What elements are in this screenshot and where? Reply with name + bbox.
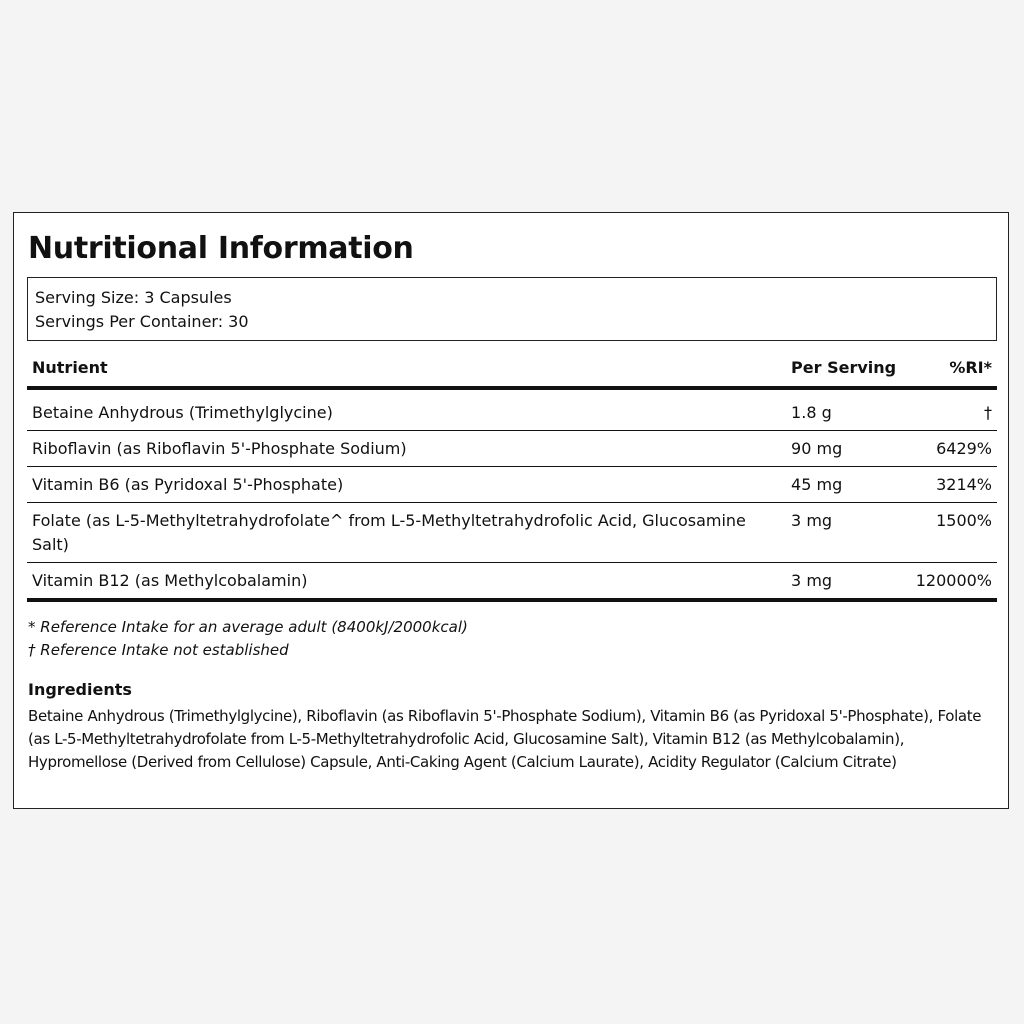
ingredients-text: Betaine Anhydrous (Trimethylglycine), Riboflavin (as Riboflavin 5'-Phosphate Sodium), Vitamin B6 (as Pyridoxal 5'-Phosphate), Folate (as L-5-Methyltetrahydrofolate from L-5-Methyltetrahydrofolic Acid, Glucosamine Salt), Vitamin B12 (as Methylcobalamin), Hypromellose (Derived from Cellulose) Capsule, Anti-Caking Agent (Calcium Laurate), Acidity Regulator (Calcium Citrate) [28,707,982,771]
table-header-row [27,354,997,388]
header-nutrient: Nutrient [27,354,786,388]
table-row [27,388,997,431]
header-per-serving: Per Serving [786,354,911,388]
nutrient-name: Folate (as L-5-Methyltetrahydrofolate^ from L-5-Methyltetrahydrofolic Acid, Glucosamine Salt) [27,503,786,563]
nutrient-name: Vitamin B12 (as Methylcobalamin) [27,563,786,601]
serving-size: Serving Size: 3 Capsules [35,288,232,307]
nutrient-name: Betaine Anhydrous (Trimethylglycine) [27,388,786,431]
nutrient-per-serving: 45 mg [786,467,911,503]
nutrient-per-serving: 1.8 g [786,388,911,431]
table-row [27,467,997,503]
nutrient-per-serving: 3 mg [786,503,911,563]
table-row [27,503,997,563]
nutrient-per-serving: 90 mg [786,431,911,467]
nutrition-panel [13,212,1009,809]
footnotes [28,616,468,662]
header-ri: %RI* [911,354,997,388]
panel-title: Nutritional Information [28,231,414,266]
nutrient-ri: 120000% [911,563,997,601]
nutrient-name: Vitamin B6 (as Pyridoxal 5'-Phosphate) [27,467,786,503]
nutrient-name: Riboflavin (as Riboflavin 5'-Phosphate Sodium) [27,431,786,467]
nutrient-per-serving: 3 mg [786,563,911,601]
footnote-dagger: † Reference Intake not established [28,641,289,659]
nutrient-ri: † [911,388,997,431]
nutrient-ri: 3214% [911,467,997,503]
nutrient-ri: 1500% [911,503,997,563]
servings-per-container: Servings Per Container: 30 [35,312,249,331]
footnote-ri: * Reference Intake for an average adult (8400kJ/2000kcal) [28,618,468,636]
nutrient-table [27,354,997,602]
ingredients-heading: Ingredients [28,680,132,699]
table-row [27,431,997,467]
nutrient-ri: 6429% [911,431,997,467]
serving-info-box [27,277,997,341]
table-row [27,563,997,601]
